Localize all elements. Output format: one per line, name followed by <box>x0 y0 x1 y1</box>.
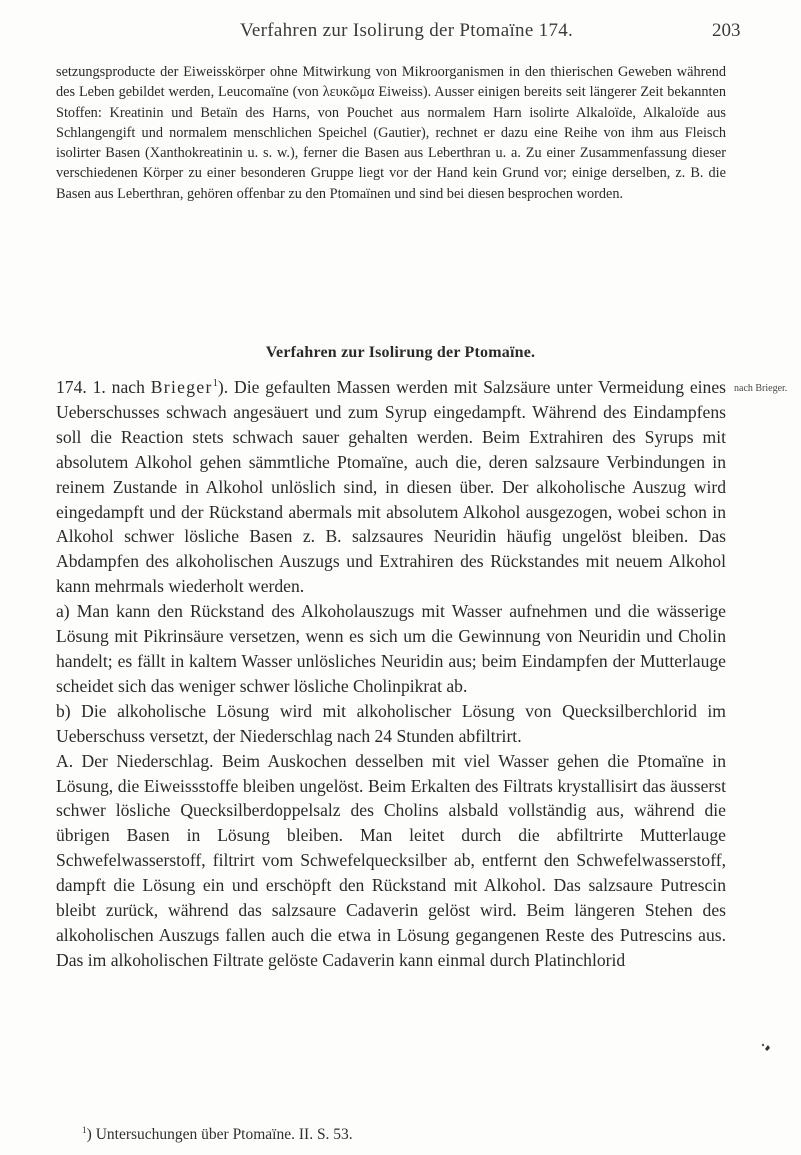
intro-paragraph-block <box>56 62 726 204</box>
paragraph-a: a) Man kann den Rückstand des Alkoholauszugs mit Wasser aufnehmen und die wässerige Lösung mit Pikrinsäure versetzen, wenn es sich um die Gewinnung von Neuridin und Cholin handelt; es fällt in kaltem Wasser unlösliches Neuridin aus; beim Eindampfen der Mutterlauge scheidet sich das weniger schwer lösliche Cholinpikrat ab. <box>56 601 726 696</box>
author-name: Brieger <box>150 377 213 397</box>
running-head: Verfahren zur Isolirung der Ptomaïne 174. <box>240 20 574 41</box>
page-number: 203 <box>712 20 741 41</box>
margin-note: nach Brieger. <box>734 383 788 394</box>
paragraph-174 <box>56 375 726 599</box>
main-text-block <box>56 375 726 973</box>
footnote <box>82 1126 353 1144</box>
paragraph-A: A. Der Niederschlag. Beim Auskochen desselben mit viel Wasser gehen die Ptomaïne in Lösung, die Eiweissstoffe bleiben ungelöst. Beim Erkalten des Filtrats krystallisirt das äusserst schwer lösliche Quecksilberdoppelsalz des Cholins alsbald vollständig aus, während die übrigen Basen in Lösung bleiben. Man leitet durch die abfiltrirte Mutterlauge Schwefelwasserstoff, filtrirt vom Schwefelquecksilber ab, entfernt den Schwefelwasserstoff, dampft die Lösung ein und erschöpft den Rückstand mit Alkohol. Das salzsaure Putrescin bleibt zurück, während das salzsaure Cadaverin gelöst wird. Beim längeren Stehen des alkoholischen Auszugs fallen auch die etwa in Lösung gegangenen Reste des Putrescins aus. Das im alkoholischen Filtrate gelöste Cadaverin kann einmal durch Platinchlorid <box>56 750 726 970</box>
section-heading: Verfahren zur Isolirung der Ptomaïne. <box>265 344 536 361</box>
footnote-text: ) Untersuchungen über Ptomaïne. II. S. 53. <box>86 1126 353 1143</box>
ink-smudge <box>760 1042 772 1052</box>
footnote-reference: 1 <box>212 378 218 390</box>
paragraph-174-text: ). Die gefaulten Massen werden mit Salzsäure unter Vermeidung eines Ueberschusses schwach angesäuert und zum Syrup eingedampft. Während des Eindampfens soll die Reaction stets schwach sauer gehalten werden. Beim Extrahiren des Syrups mit absolutem Alkohol gehen sämmtliche Ptomaïne, auch die, deren salzsaure Verbindungen in reinem Zustande in Alkohol unlöslich sind, in diesen über. Der alkoholische Auszug wird eingedampft und der Rückstand abermals mit absolutem Alkohol ausgezogen, wobei schon in Alkohol schwer lösliche Basen z. B. salzsaures Neuridin häufig ungelöst bleiben. Das Abdampfen des alkoholischen Auszugs und Extrahiren des Rückstandes mit neuem Alkohol kann mehrmals wiederholt werden. <box>56 377 726 597</box>
intro-paragraph: setzungsproducte der Eiweisskörper ohne Mitwirkung von Mikroorganismen in den thierischen Geweben während des Leben gebildet werden, Leucomaïne (von λευκῶμα Eiweiss). Ausser einigen bereits seit längerer Zeit bekannten Stoffen: Kreatinin und Betaïn des Harns, von Pouchet aus normalem Harn isolirte Alkaloïde, Alkaloïde aus Schlangengift und normalem menschlichen Speichel (Gautier), rechnet er dazu eine Reihe von ihm aus Fleisch isolirter Basen (Xanthokreatinin u. s. w.), ferner die Basen aus Leberthran u. a. Zu einer Zusammenfassung dieser verschiedenen Körper zu einer besonderen Gruppe liegt vor der Hand kein Grund vor; einige derselben, z. B. die Basen aus Leberthran, gehören offenbar zu den Ptomaïnen und sind bei diesen besprochen worden. <box>56 64 726 202</box>
paragraph-number: 174. 1. nach <box>56 377 151 397</box>
paragraph-b: b) Die alkoholische Lösung wird mit alkoholischer Lösung von Quecksilberchlorid im Ueberschuss versetzt, der Niederschlag nach 24 Stunden abfiltrirt. <box>56 700 726 746</box>
footnote-marker: 1 <box>82 1125 87 1136</box>
